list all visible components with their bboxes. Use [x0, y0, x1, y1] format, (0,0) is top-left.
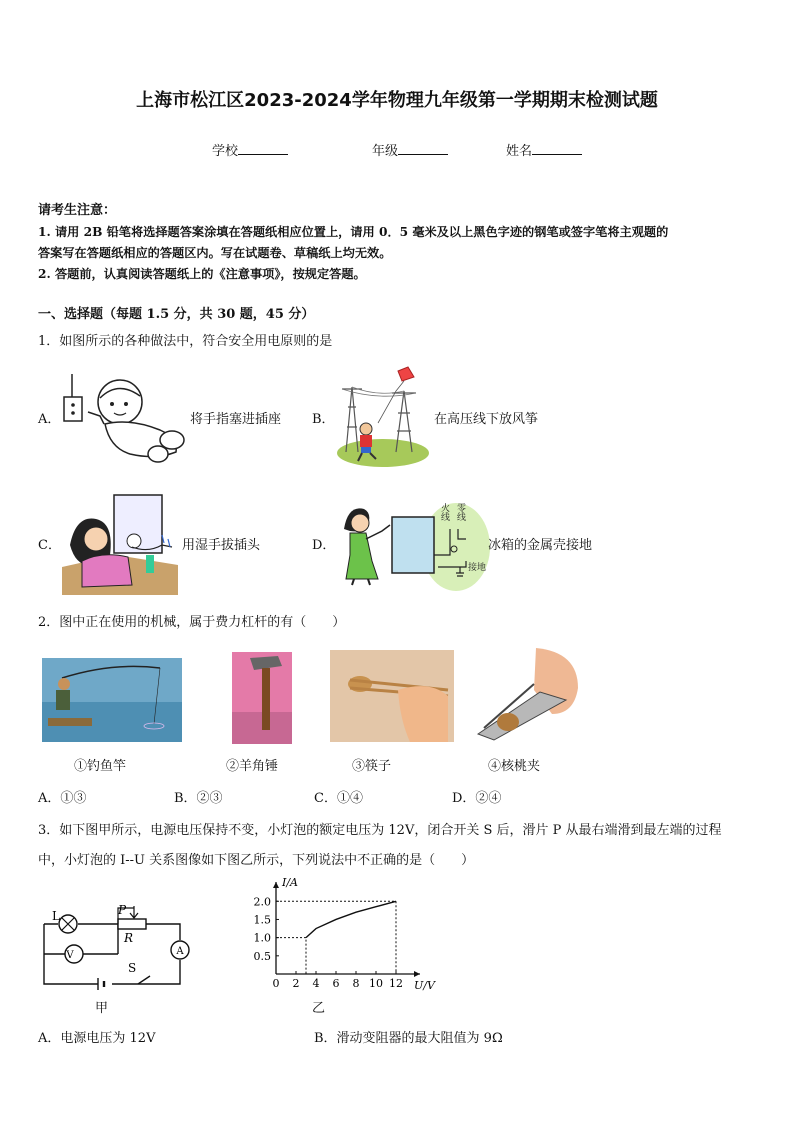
q1-option-a-label[interactable]: A． [38, 412, 61, 427]
grade-label: 年级 [372, 144, 399, 159]
q2-caption-2: ②羊角锤 [226, 759, 279, 774]
guide-line [276, 938, 306, 974]
x-axis-arrow [414, 971, 420, 977]
q3-option-b[interactable]: B．滑动变阻器的最大阻值为 9Ω [314, 1031, 503, 1046]
iu-curve [306, 901, 396, 937]
q1-option-b-label[interactable]: B． [312, 412, 335, 427]
q3-caption-yi: 乙 [312, 1001, 326, 1016]
q3-stem-1: 3．如下图甲所示，电源电压保持不变，小灯泡的额定电压为 12V，闭合开关 S 后，滑片 P 从最右端滑到最左端的过程 [38, 823, 722, 838]
x-tick-label: 6 [332, 977, 340, 990]
q2-option-b[interactable]: B．②③ [174, 791, 223, 806]
lamp-label: L [52, 909, 60, 923]
q2-stem: 2．图中正在使用的机械，属于费力杠杆的有（ ） [38, 615, 346, 630]
q3-option-a[interactable]: A．电源电压为 12V [38, 1031, 156, 1046]
x-tick-label: 0 [272, 977, 280, 990]
y-axis-arrow [273, 882, 279, 888]
name-field [506, 140, 582, 159]
wet-hand-plug-image [62, 495, 178, 595]
iu-graph [238, 876, 435, 994]
x-tick-label: 2 [292, 977, 300, 990]
q2-option-d[interactable]: D．②④ [452, 791, 502, 806]
school-label: 学校 [212, 144, 239, 159]
q2-caption-3: ③筷子 [352, 759, 392, 774]
q1-option-c-text: 用湿手拔插头 [182, 538, 261, 553]
q2-option-c[interactable]: C．①④ [314, 791, 363, 806]
x-axis-label: U/V [414, 979, 435, 992]
school-field [212, 140, 288, 159]
notice-line2: 2. 答题前，认真阅读答题纸上的《注意事项》，按规定答题。 [38, 267, 366, 281]
claw-hammer-image [232, 652, 292, 744]
rheostat-label: R [124, 931, 134, 945]
grade-field [372, 140, 448, 159]
q1-option-d-text: 冰箱的金属壳接地 [488, 538, 593, 553]
slider-label: P [118, 903, 127, 917]
q2-caption-4: ④核桃夹 [488, 759, 541, 774]
x-tick-label: 10 [369, 977, 383, 990]
fire-wire-label: 火线 [439, 503, 449, 521]
q2-caption-1: ①钓鱼竿 [74, 759, 127, 774]
y-tick-label: 2.0 [253, 895, 271, 909]
q1-option-a-text: 将手指塞进插座 [190, 412, 282, 427]
kite-powerline-image [338, 367, 430, 467]
name-label: 姓名 [506, 144, 533, 159]
chopsticks-image [330, 650, 454, 742]
nutcracker-image [474, 648, 580, 740]
x-tick-label: 12 [389, 977, 403, 990]
q1-option-b-text: 在高压线下放风筝 [434, 412, 539, 427]
ground-label: 接地 [468, 563, 487, 573]
baby-socket-image [60, 372, 190, 464]
q1-option-c-label[interactable]: C． [38, 538, 61, 553]
y-tick-label: 1.0 [253, 931, 271, 945]
zero-wire-label: 零线 [455, 503, 465, 521]
school-blank[interactable] [238, 142, 288, 155]
y-tick-label: 0.5 [253, 949, 271, 963]
page-title: 上海市松江区2023-2024学年物理九年级第一学期期末检测试题 [136, 90, 658, 111]
notice-line1: 1. 请用 2B 铅笔将选择题答案涂填在答题纸相应位置上，请用 0．5 毫米及以上黑色字迹的钢笔或签字笔将主观题的 [38, 225, 669, 239]
q1-stem: 1．如图所示的各种做法中，符合安全用电原则的是 [38, 334, 333, 349]
x-tick-label: 8 [352, 977, 360, 990]
notice-line1b: 答案写在答题纸相应的答题区内。写在试题卷、草稿纸上均无效。 [38, 246, 392, 260]
circuit-diagram [38, 900, 184, 992]
y-tick-label: 1.5 [253, 913, 271, 927]
q3-stem-2: 中，小灯泡的 I--U 关系图像如下图乙所示，下列说法中不正确的是（ ） [38, 853, 475, 868]
x-tick-label: 4 [312, 977, 320, 990]
ammeter-label: A [176, 946, 184, 957]
switch-label: S [128, 961, 137, 975]
voltmeter-label: V [66, 950, 74, 961]
y-axis-label: I/A [282, 876, 298, 889]
fishing-rod-image [42, 658, 182, 742]
notice-heading: 请考生注意： [38, 203, 117, 218]
section-heading: 一、选择题（每题 1.5 分，共 30 题，45 分） [38, 307, 315, 322]
fridge-ground-image [338, 495, 488, 585]
q3-caption-jia: 甲 [95, 1001, 109, 1016]
q1-option-d-label[interactable]: D． [312, 538, 336, 553]
grade-blank[interactable] [398, 142, 448, 155]
q2-option-a[interactable]: A．①③ [38, 791, 87, 806]
name-blank[interactable] [532, 142, 582, 155]
